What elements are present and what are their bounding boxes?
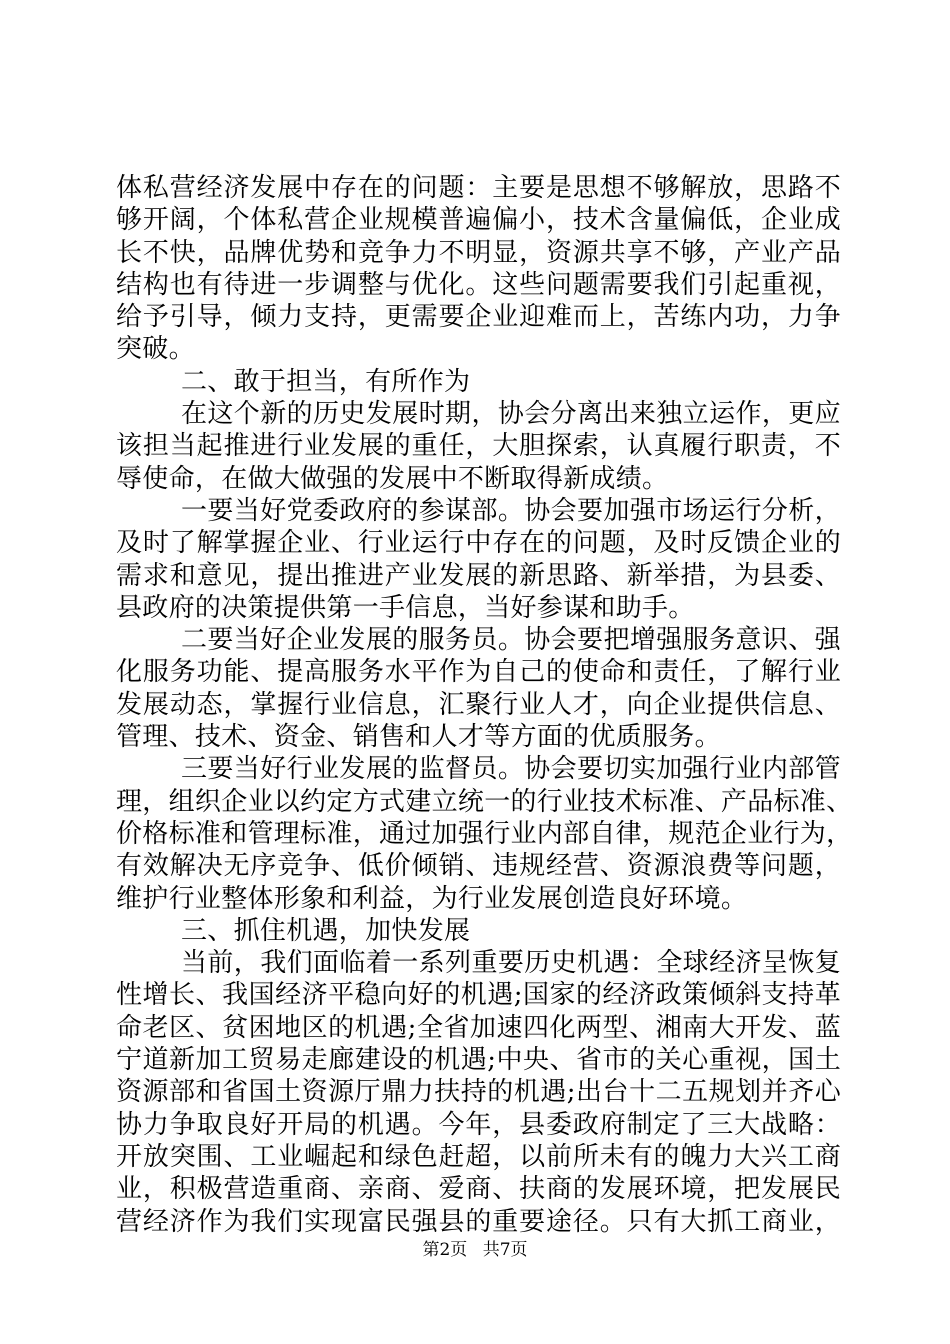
text-line: 宁道新加工贸易走廊建设的机遇;中央、省市的关心重视，国土 [116,1045,841,1076]
text-line: 协力争取良好开局的机遇。今年，县委政府制定了三大战略： [116,1109,841,1140]
section-heading: 三、抓住机遇，加快发展 [181,915,471,946]
text-line: 需求和意见，提出推进产业发展的新思路、新举措，为县委、 [116,560,841,591]
text-line: 维护行业整体形象和利益，为行业发展创造良好环境。 [116,883,748,914]
text-line: 化服务功能、提高服务水平作为自己的使命和责任，了解行业 [116,657,841,688]
text-line: 长不快，品牌优势和竞争力不明显，资源共享不够，产业产品 [116,237,841,268]
text-line: 价格标准和管理标准，通过加强行业内部自律，规范企业行为， [116,818,853,849]
text-line: 命老区、贫困地区的机遇;全省加速四化两型、湘南大开发、蓝 [116,1012,841,1043]
text-line: 突破。 [116,334,195,365]
text-line: 体私营经济发展中存在的问题：主要是思想不够解放，思路不 [116,173,841,203]
text-line: 资源部和省国土资源厅鼎力扶持的机遇;出台十二五规划并齐心 [116,1077,841,1108]
text-line: 性增长、我国经济平稳向好的机遇;国家的经济政策倾斜支持革 [116,980,841,1011]
text-line: 及时了解掌握企业、行业运行中存在的问题，及时反馈企业的 [116,528,841,559]
text-line: 三要当好行业发展的监督员。协会要切实加强行业内部管 [181,754,841,785]
text-line: 二要当好企业发展的服务员。协会要把增强服务意识、强 [181,625,841,656]
text-line: 开放突围、工业崛起和绿色赶超，以前所未有的魄力大兴工商 [116,1141,841,1172]
page-footer [0,1235,950,1260]
text-line: 辱使命，在做大做强的发展中不断取得新成绩。 [116,463,669,494]
text-line: 营经济作为我们实现富民强县的重要途径。只有大抓工商业， [116,1206,841,1237]
text-line: 当前，我们面临着一系列重要历史机遇：全球经济呈恢复 [181,948,841,979]
text-line: 发展动态，掌握行业信息，汇聚行业人才，向企业提供信息、 [116,689,841,720]
text-line: 有效解决无序竞争、低价倾销、违规经营、资源浪费等问题， [116,851,841,882]
text-line: 该担当起推进行业发展的重任，大胆探索，认真履行职责，不 [116,431,841,462]
text-line: 县政府的决策提供第一手信息，当好参谋和助手。 [116,592,695,623]
text-line: 业，积极营造重商、亲商、爱商、扶商的发展环境，把发展民 [116,1174,841,1205]
text-line: 在这个新的历史发展时期，协会分离出来独立运作，更应 [181,399,841,430]
text-line: 一要当好党委政府的参谋部。协会要加强市场运行分析， [181,495,841,526]
text-line: 够开阔，个体私营企业规模普遍偏小，技术含量偏低，企业成 [116,205,841,236]
text-line: 给予引导，倾力支持，更需要企业迎难而上，苦练内功，力争 [116,302,841,333]
page-total: 共7页 [482,1240,528,1260]
text-line: 理，组织企业以约定方式建立统一的行业技术标准、产品标准、 [116,786,853,817]
page-number: 第2页 [422,1240,468,1260]
section-heading: 二、敢于担当，有所作为 [181,366,471,397]
text-line: 管理、技术、资金、销售和人才等方面的优质服务。 [116,722,721,753]
text-line: 结构也有待进一步调整与优化。这些问题需要我们引起重视， [116,269,841,300]
document-body [116,172,853,1238]
